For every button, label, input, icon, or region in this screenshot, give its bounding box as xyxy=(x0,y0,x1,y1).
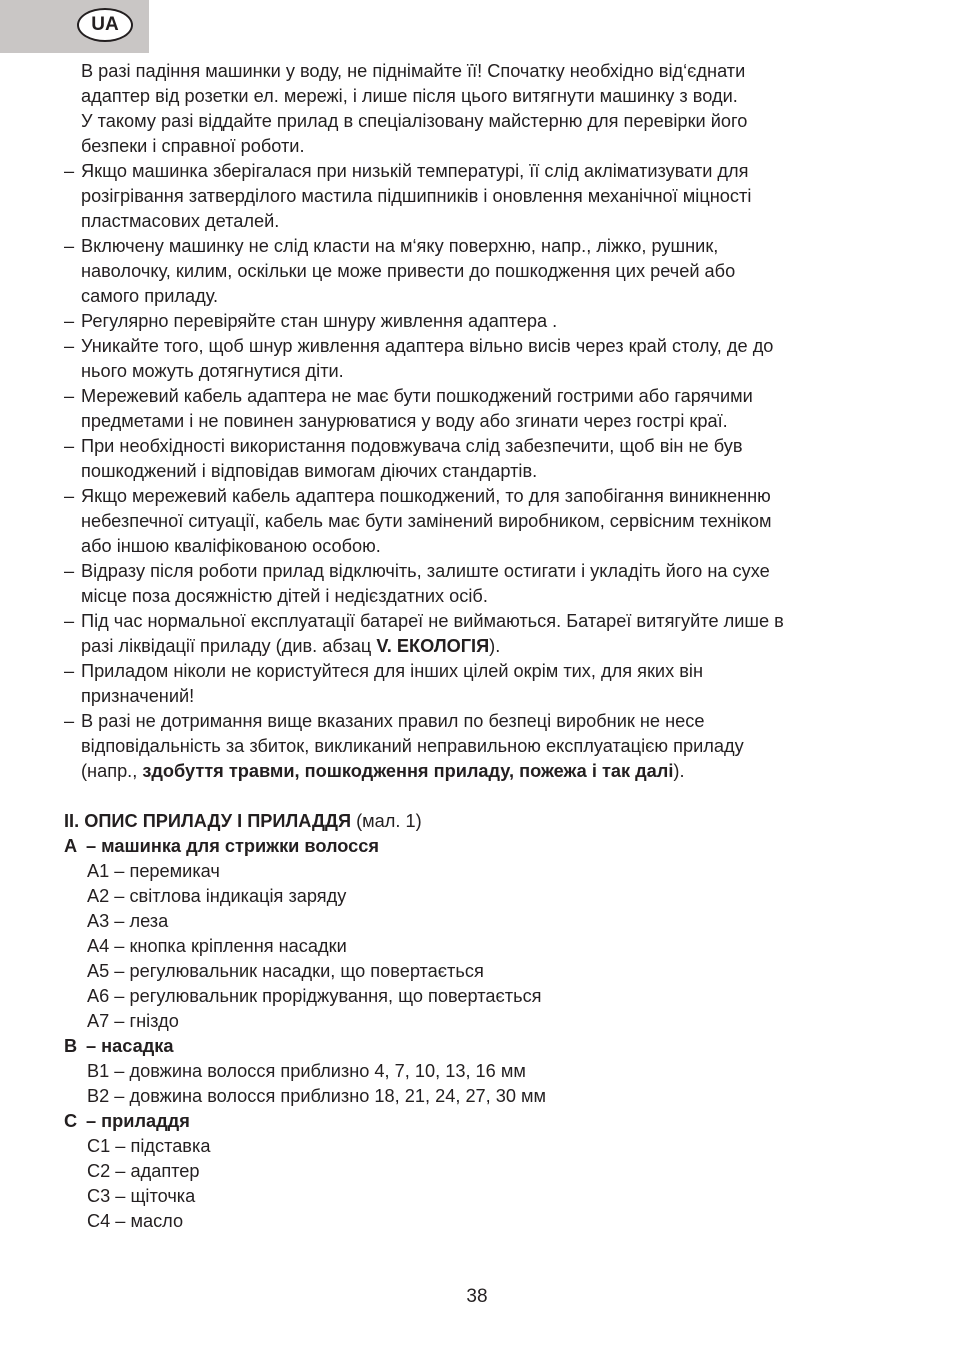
group-title: – приладдя xyxy=(86,1111,190,1131)
part-item: B2 – довжина волосся приблизно 18, 21, 24, 27, 30 мм xyxy=(87,1086,547,1106)
text-line: Уникайте того, щоб шнур живлення адаптера вільно висів через край столу, де до xyxy=(81,336,774,356)
part-item: A3 – леза xyxy=(87,911,169,931)
figure-reference: (мал. 1) xyxy=(356,811,422,831)
part-item: A1 – перемикач xyxy=(87,861,220,881)
text-line: місце поза досяжністю дітей і недієздатних осіб. xyxy=(81,586,488,606)
list-dash: – xyxy=(64,311,75,331)
language-badge: UA xyxy=(77,8,133,42)
part-item: A7 – гніздо xyxy=(87,1011,179,1031)
warning-item-battery xyxy=(64,609,894,659)
text-line: або іншою кваліфікованою особою. xyxy=(81,536,381,556)
text-line: У такому разі віддайте прилад в спеціалізовану майстерню для перевірки його xyxy=(81,111,748,131)
warning-item xyxy=(64,334,894,384)
text-line: розігрівання затверділого мастила підшипників і оновлення механічної міцності xyxy=(81,186,752,206)
text-line xyxy=(81,759,894,784)
group-title: – машинка для стрижки волосся xyxy=(86,836,380,856)
part-item: A4 – кнопка кріплення насадки xyxy=(87,936,347,956)
text-line: При необхідності використання подовжувача слід забезпечити, щоб він не був xyxy=(81,436,743,456)
warning-item-purpose xyxy=(64,659,894,709)
warning-item xyxy=(64,309,894,334)
intro-paragraph xyxy=(64,59,894,159)
text-span: ). xyxy=(673,761,685,781)
list-dash: – xyxy=(64,436,75,456)
warning-item xyxy=(64,234,894,309)
text-line: В разі падіння машинки у воду, не піднімайте її! Спочатку необхідно від‘єднати xyxy=(81,61,746,81)
text-line: наволочку, килим, оскільки це може привести до пошкодження цих речей або xyxy=(81,261,736,281)
text-span: разі ліквідації приладу (див. абзац xyxy=(81,636,377,656)
part-item: C4 – масло xyxy=(87,1211,184,1231)
text-line: предметами і не повинен занурюватися у воду або згинати через гострі краї. xyxy=(81,411,728,431)
list-dash: – xyxy=(64,236,75,256)
text-line: нього можуть дотягнутися діти. xyxy=(81,361,344,381)
part-item: C3 – щіточка xyxy=(87,1186,196,1206)
part-item: A6 – регулювальник проріджування, що повертається xyxy=(87,986,542,1006)
warning-item-liability xyxy=(64,709,894,784)
warning-item xyxy=(64,384,894,434)
language-tab xyxy=(0,0,149,53)
part-item: A2 – світлова індикація заряду xyxy=(87,886,347,906)
text-line: самого приладу. xyxy=(81,286,219,306)
section-heading xyxy=(64,809,894,834)
document-body xyxy=(64,59,894,1234)
text-line: Включену машинку не слід класти на м‘яку поверхню, напр., ліжко, рушник, xyxy=(81,236,719,256)
part-item: A5 – регулювальник насадки, що повертається xyxy=(87,961,484,981)
group-letter: C xyxy=(64,1111,78,1131)
bold-examples: здобуття травми, пошкодження приладу, пожежа і так далі xyxy=(142,761,674,781)
text-span: ). xyxy=(489,636,501,656)
text-span: (напр., xyxy=(81,761,143,781)
text-line: адаптер від розетки ел. мережі, і лише після цього витягнути машинку з води. xyxy=(81,86,738,106)
group-heading-b xyxy=(64,1034,894,1059)
text-line: безпеки і справної роботи. xyxy=(81,136,305,156)
list-dash: – xyxy=(64,611,75,631)
part-item: B1 – довжина волосся приблизно 4, 7, 10, 13, 16 мм xyxy=(87,1061,526,1081)
warning-item xyxy=(64,434,894,484)
text-line: Відразу після роботи прилад відключіть, залиште остигати і укладіть його на сухе xyxy=(81,561,770,581)
text-line xyxy=(81,634,894,659)
text-line: пластмасових деталей. xyxy=(81,211,280,231)
group-letter: B xyxy=(64,1036,78,1056)
list-dash: – xyxy=(64,661,75,681)
list-dash: – xyxy=(64,486,75,506)
group-heading-a xyxy=(64,834,894,859)
spacer xyxy=(64,784,894,809)
group-title: – насадка xyxy=(86,1036,174,1056)
text-line: Регулярно перевіряйте стан шнуру живлення адаптера . xyxy=(81,311,558,331)
text-line: В разі не дотримання вище вказаних правил по безпеці виробник не несе xyxy=(81,711,705,731)
part-item: C1 – підставка xyxy=(87,1136,211,1156)
part-item: C2 – адаптер xyxy=(87,1161,200,1181)
text-line: Якщо машинка зберігалася при низькій температурі, її слід акліматизувати для xyxy=(81,161,749,181)
text-line: пошкоджений і відповідав вимогам діючих стандартів. xyxy=(81,461,538,481)
list-dash: – xyxy=(64,161,75,181)
warning-item xyxy=(64,484,894,559)
text-line: небезпечної ситуації, кабель має бути замінений виробником, сервісним техніком xyxy=(81,511,772,531)
list-dash: – xyxy=(64,711,75,731)
group-heading-c xyxy=(64,1109,894,1134)
list-dash: – xyxy=(64,386,75,406)
list-dash: – xyxy=(64,336,75,356)
text-line: Приладом ніколи не користуйтеся для інших цілей окрім тих, для яких він xyxy=(81,661,703,681)
list-dash: – xyxy=(64,561,75,581)
warning-item xyxy=(64,159,894,234)
warning-item xyxy=(64,559,894,609)
text-line: Під час нормальної експлуатації батареї не виймаються. Батареї витягуйте лише в xyxy=(81,611,784,631)
text-line: призначений! xyxy=(81,686,195,706)
group-letter: A xyxy=(64,836,78,856)
text-line: Мережевий кабель адаптера не має бути пошкоджений гострими або гарячими xyxy=(81,386,753,406)
text-line: Якщо мережевий кабель адаптера пошкоджений, то для запобігання виникненню xyxy=(81,486,771,506)
section-title: II. ОПИС ПРИЛАДУ І ПРИЛАДДЯ xyxy=(64,811,352,831)
text-line: відповідальність за збиток, викликаний неправильною експлуатацією приладу xyxy=(81,736,744,756)
page-number: 38 xyxy=(466,1286,488,1307)
section-reference: V. ЕКОЛОГІЯ xyxy=(376,636,490,656)
